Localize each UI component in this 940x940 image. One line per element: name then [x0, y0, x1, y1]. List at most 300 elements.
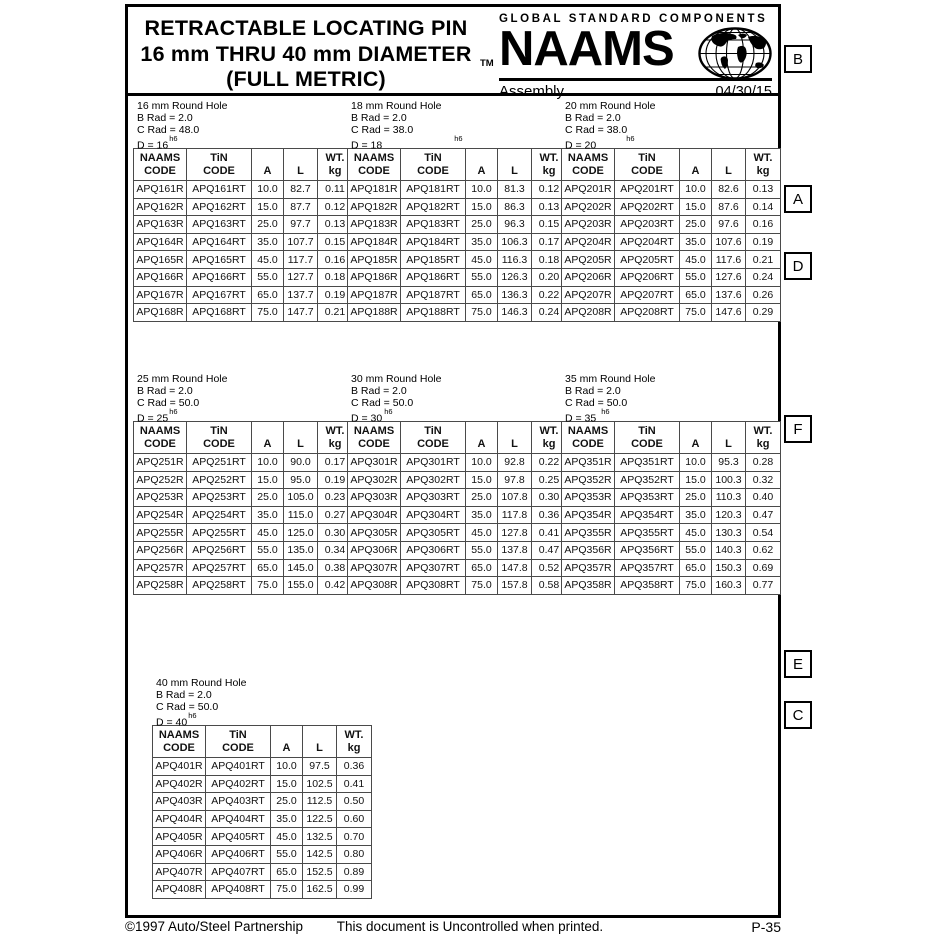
caption-c-rad: C Rad = 48.0 — [137, 124, 200, 136]
table-row — [153, 828, 372, 846]
cell: APQ252R — [134, 471, 187, 489]
cell: 75.0 — [680, 577, 712, 595]
column-header: L — [284, 422, 318, 454]
cell: APQ404RT — [206, 810, 271, 828]
table-row — [134, 216, 353, 234]
cell: 130.3 — [712, 524, 746, 542]
cell: 15.0 — [466, 198, 498, 216]
cell: 15.0 — [680, 198, 712, 216]
cell: APQ355RT — [615, 524, 680, 542]
cell: APQ407RT — [206, 863, 271, 881]
header-row — [134, 422, 353, 454]
column-header: NAAMS CODE — [134, 422, 187, 454]
cell: 65.0 — [252, 559, 284, 577]
cell: 0.52 — [532, 559, 567, 577]
table-row — [134, 304, 353, 322]
table-row — [153, 845, 372, 863]
caption-c-rad: C Rad = 50.0 — [137, 397, 200, 409]
table-row — [134, 541, 353, 559]
table-row — [153, 758, 372, 776]
caption-d-label: D = 18 — [351, 139, 383, 152]
table-row — [153, 863, 372, 881]
column-header: L — [498, 422, 532, 454]
header-row — [348, 422, 567, 454]
cell: APQ203R — [562, 216, 615, 234]
header-row — [348, 149, 567, 181]
table-row — [562, 559, 781, 577]
cell: 0.21 — [318, 304, 353, 322]
cell: APQ253RT — [187, 489, 252, 507]
cell: APQ258RT — [187, 577, 252, 595]
caption-c-rad: C Rad = 50.0 — [351, 397, 414, 409]
data-table — [152, 725, 372, 899]
cell: 65.0 — [466, 286, 498, 304]
column-header: WT. kg — [532, 149, 567, 181]
cell: 15.0 — [252, 471, 284, 489]
naams-logo — [499, 12, 772, 100]
cell: 75.0 — [271, 881, 303, 899]
caption-size: 20 mm Round Hole — [565, 100, 656, 112]
cell: 107.7 — [284, 233, 318, 251]
column-header: WT. kg — [337, 726, 372, 758]
cell: APQ186RT — [401, 268, 466, 286]
cell: 0.19 — [746, 233, 781, 251]
revision-date: 04/30/15 — [715, 84, 772, 100]
cell: APQ201RT — [615, 181, 680, 199]
cell: 0.13 — [532, 198, 567, 216]
cell: 15.0 — [466, 471, 498, 489]
cell: 127.6 — [712, 268, 746, 286]
cell: 105.0 — [284, 489, 318, 507]
cell: 155.0 — [284, 577, 318, 595]
cell: 0.69 — [746, 559, 781, 577]
data-table — [561, 148, 781, 322]
table-row — [348, 489, 567, 507]
cell: APQ352RT — [615, 471, 680, 489]
caption-b-rad: B Rad = 2.0 — [137, 112, 193, 124]
table-row — [348, 251, 567, 269]
cell: 65.0 — [252, 286, 284, 304]
cell: 110.3 — [712, 489, 746, 507]
data-table — [347, 148, 567, 322]
column-header: NAAMS CODE — [134, 149, 187, 181]
cell: 0.36 — [532, 506, 567, 524]
cell: 116.3 — [498, 251, 532, 269]
cell: 135.0 — [284, 541, 318, 559]
cell: APQ351RT — [615, 454, 680, 472]
caption-size: 40 mm Round Hole — [156, 677, 247, 689]
cell: APQ306R — [348, 541, 401, 559]
cell: APQ404R — [153, 810, 206, 828]
cell: APQ183RT — [401, 216, 466, 234]
cell: 87.6 — [712, 198, 746, 216]
cell: APQ305RT — [401, 524, 466, 542]
cell: 25.0 — [271, 793, 303, 811]
column-header: A — [680, 422, 712, 454]
pin-table-18mm — [347, 100, 567, 322]
cell: 0.58 — [532, 577, 567, 595]
table-row — [153, 881, 372, 899]
cell: 25.0 — [466, 216, 498, 234]
table-row — [348, 286, 567, 304]
cell: 55.0 — [680, 541, 712, 559]
cell: 0.13 — [318, 216, 353, 234]
margin-label-e: E — [784, 650, 812, 678]
cell: 147.6 — [712, 304, 746, 322]
cell: APQ405R — [153, 828, 206, 846]
title-line-2: 16 mm THRU 40 mm DIAMETER — [140, 41, 472, 66]
column-header: A — [252, 422, 284, 454]
caption-d-tolerance: h6 — [601, 407, 610, 416]
cell: APQ302R — [348, 471, 401, 489]
cell: 0.24 — [532, 304, 567, 322]
table-row — [134, 577, 353, 595]
caption-d-label: D = 40 — [156, 716, 188, 729]
cell: 10.0 — [466, 181, 498, 199]
cell: 45.0 — [252, 524, 284, 542]
cell: 106.3 — [498, 233, 532, 251]
footer-notice: This document is Uncontrolled when printed. — [336, 919, 604, 934]
caption-d-label: D = 35 — [565, 412, 597, 425]
cell: APQ187RT — [401, 286, 466, 304]
cell: 81.3 — [498, 181, 532, 199]
cell: 35.0 — [680, 233, 712, 251]
pin-table-40mm — [152, 677, 372, 899]
cell: APQ353R — [562, 489, 615, 507]
cell: APQ253R — [134, 489, 187, 507]
caption-c-rad: C Rad = 38.0 — [351, 124, 414, 136]
cell: APQ165R — [134, 251, 187, 269]
cell: 0.25 — [532, 471, 567, 489]
cell: 75.0 — [252, 577, 284, 595]
globe-icon — [698, 27, 772, 80]
margin-label-c: C — [784, 701, 812, 729]
cell: APQ301RT — [401, 454, 466, 472]
caption-c-rad: C Rad = 50.0 — [565, 397, 628, 409]
cell: APQ407R — [153, 863, 206, 881]
cell: APQ254RT — [187, 506, 252, 524]
cell: 0.11 — [318, 181, 353, 199]
cell: 86.3 — [498, 198, 532, 216]
cell: 120.3 — [712, 506, 746, 524]
cell: 117.8 — [498, 506, 532, 524]
cell: 55.0 — [252, 268, 284, 286]
cell: APQ408RT — [206, 881, 271, 899]
cell: 0.47 — [532, 541, 567, 559]
column-header: TiN CODE — [401, 149, 466, 181]
cell: APQ182R — [348, 198, 401, 216]
cell: 97.6 — [712, 216, 746, 234]
cell: APQ163RT — [187, 216, 252, 234]
brand-row — [499, 22, 772, 76]
cell: APQ168R — [134, 304, 187, 322]
table-row — [562, 577, 781, 595]
cell: APQ166R — [134, 268, 187, 286]
header-row — [562, 422, 781, 454]
table-row — [348, 506, 567, 524]
column-header: A — [466, 149, 498, 181]
caption-d-tolerance: h6 — [169, 134, 178, 143]
table-row — [562, 233, 781, 251]
cell: 0.47 — [746, 506, 781, 524]
cell: 25.0 — [680, 489, 712, 507]
cell: APQ184RT — [401, 233, 466, 251]
cell: 0.21 — [746, 251, 781, 269]
table-row — [153, 810, 372, 828]
table-row — [134, 286, 353, 304]
cell: APQ162RT — [187, 198, 252, 216]
cell: APQ408R — [153, 881, 206, 899]
title-line-1: RETRACTABLE LOCATING PIN — [144, 16, 468, 40]
cell: 0.12 — [532, 181, 567, 199]
cell: 65.0 — [680, 286, 712, 304]
column-header: WT. kg — [318, 422, 353, 454]
cell: APQ352R — [562, 471, 615, 489]
column-header: TiN CODE — [187, 149, 252, 181]
table-row — [134, 471, 353, 489]
cell: 0.22 — [532, 454, 567, 472]
cell: 35.0 — [466, 233, 498, 251]
caption-d-label: D = 20 — [565, 139, 597, 152]
margin-label-b: B — [784, 45, 812, 73]
cell: 0.36 — [337, 758, 372, 776]
cell: 147.8 — [498, 559, 532, 577]
column-header: WT. kg — [532, 422, 567, 454]
table-row — [134, 181, 353, 199]
cell: APQ208RT — [615, 304, 680, 322]
cell: APQ204R — [562, 233, 615, 251]
cell: 95.3 — [712, 454, 746, 472]
cell: APQ183R — [348, 216, 401, 234]
cell: APQ355R — [562, 524, 615, 542]
table-row — [562, 506, 781, 524]
cell: 75.0 — [680, 304, 712, 322]
cell: 136.3 — [498, 286, 532, 304]
table-row — [348, 216, 567, 234]
cell: 127.7 — [284, 268, 318, 286]
caption-b-rad: B Rad = 2.0 — [137, 385, 193, 397]
table-row — [134, 489, 353, 507]
table-row — [562, 304, 781, 322]
caption-size: 25 mm Round Hole — [137, 373, 228, 385]
caption-d-tolerance: h6 — [169, 407, 178, 416]
cell: APQ254R — [134, 506, 187, 524]
cell: 82.6 — [712, 181, 746, 199]
cell: 0.27 — [318, 506, 353, 524]
cell: 107.6 — [712, 233, 746, 251]
table-row — [348, 524, 567, 542]
cell: 0.40 — [746, 489, 781, 507]
table-row — [348, 198, 567, 216]
cell: 75.0 — [466, 577, 498, 595]
cell: 0.62 — [746, 541, 781, 559]
cell: APQ181R — [348, 181, 401, 199]
cell: 0.32 — [746, 471, 781, 489]
cell: 145.0 — [284, 559, 318, 577]
cell: APQ358RT — [615, 577, 680, 595]
cell: 0.38 — [318, 559, 353, 577]
header-row — [562, 149, 781, 181]
cell: APQ182RT — [401, 198, 466, 216]
cell: APQ401RT — [206, 758, 271, 776]
cell: 10.0 — [466, 454, 498, 472]
table-row — [134, 454, 353, 472]
table-row — [562, 251, 781, 269]
cell: 117.6 — [712, 251, 746, 269]
cell: 0.16 — [746, 216, 781, 234]
caption-size: 18 mm Round Hole — [351, 100, 442, 112]
table-row — [134, 233, 353, 251]
cell: APQ353RT — [615, 489, 680, 507]
cell: 142.5 — [303, 845, 337, 863]
cell: 107.8 — [498, 489, 532, 507]
cell: 126.3 — [498, 268, 532, 286]
cell: 55.0 — [466, 268, 498, 286]
cell: 45.0 — [252, 251, 284, 269]
cell: APQ168RT — [187, 304, 252, 322]
cell: 97.5 — [303, 758, 337, 776]
cell: APQ207R — [562, 286, 615, 304]
cell: 65.0 — [680, 559, 712, 577]
column-header: TiN CODE — [187, 422, 252, 454]
cell: APQ303R — [348, 489, 401, 507]
cell: 75.0 — [252, 304, 284, 322]
copyright: ©1997 Auto/Steel Partnership — [125, 919, 304, 934]
cell: 162.5 — [303, 881, 337, 899]
caption-d-tolerance: h6 — [454, 134, 463, 143]
cell: 112.5 — [303, 793, 337, 811]
cell: 25.0 — [252, 489, 284, 507]
cell: 65.0 — [466, 559, 498, 577]
caption-c-rad: C Rad = 38.0 — [565, 124, 628, 136]
cell: 0.30 — [318, 524, 353, 542]
cell: 95.0 — [284, 471, 318, 489]
column-header: TiN CODE — [615, 422, 680, 454]
cell: 97.7 — [284, 216, 318, 234]
cell: 97.8 — [498, 471, 532, 489]
cell: 55.0 — [466, 541, 498, 559]
table-row — [348, 304, 567, 322]
cell: APQ302RT — [401, 471, 466, 489]
table-row — [134, 506, 353, 524]
table-row — [348, 577, 567, 595]
data-table — [133, 421, 353, 595]
table-row — [562, 286, 781, 304]
cell: APQ354RT — [615, 506, 680, 524]
cell: APQ257RT — [187, 559, 252, 577]
table-row — [348, 541, 567, 559]
cell: APQ188R — [348, 304, 401, 322]
cell: 15.0 — [680, 471, 712, 489]
table-row — [562, 181, 781, 199]
brand-name: NAAMS — [499, 22, 674, 76]
cell: 0.89 — [337, 863, 372, 881]
column-header: NAAMS CODE — [348, 422, 401, 454]
column-header: A — [680, 149, 712, 181]
cell: APQ205RT — [615, 251, 680, 269]
table-row — [134, 198, 353, 216]
caption-b-rad: B Rad = 2.0 — [156, 689, 212, 701]
cell: APQ205R — [562, 251, 615, 269]
cell: 115.0 — [284, 506, 318, 524]
cell: 45.0 — [680, 251, 712, 269]
cell: 146.3 — [498, 304, 532, 322]
header-row — [134, 149, 353, 181]
cell: APQ162R — [134, 198, 187, 216]
cell: 0.99 — [337, 881, 372, 899]
cell: 45.0 — [271, 828, 303, 846]
caption-b-rad: B Rad = 2.0 — [351, 385, 407, 397]
cell: 55.0 — [252, 541, 284, 559]
table-caption — [561, 100, 781, 152]
data-table — [561, 421, 781, 595]
cell: 96.3 — [498, 216, 532, 234]
cell: APQ202RT — [615, 198, 680, 216]
cell: APQ184R — [348, 233, 401, 251]
cell: APQ206R — [562, 268, 615, 286]
cell: 137.6 — [712, 286, 746, 304]
title-block — [125, 4, 781, 100]
cell: APQ208R — [562, 304, 615, 322]
table-row — [348, 233, 567, 251]
cell: 10.0 — [271, 758, 303, 776]
table-row — [348, 181, 567, 199]
cell: 0.18 — [532, 251, 567, 269]
cell: 45.0 — [680, 524, 712, 542]
logo-subrow — [499, 84, 772, 100]
table-row — [348, 471, 567, 489]
column-header: NAAMS CODE — [562, 422, 615, 454]
cell: APQ161R — [134, 181, 187, 199]
cell: 0.12 — [318, 198, 353, 216]
page-title — [134, 16, 478, 93]
table-row — [134, 524, 353, 542]
column-header: L — [303, 726, 337, 758]
table-caption — [347, 373, 567, 425]
cell: APQ403RT — [206, 793, 271, 811]
table-row — [348, 268, 567, 286]
cell: APQ257R — [134, 559, 187, 577]
cell: APQ186R — [348, 268, 401, 286]
cell: APQ202R — [562, 198, 615, 216]
cell: 127.8 — [498, 524, 532, 542]
cell: 10.0 — [680, 454, 712, 472]
cell: 0.17 — [318, 454, 353, 472]
cell: APQ164RT — [187, 233, 252, 251]
cell: 35.0 — [680, 506, 712, 524]
column-header: WT. kg — [746, 149, 781, 181]
cell: 122.5 — [303, 810, 337, 828]
caption-size: 30 mm Round Hole — [351, 373, 442, 385]
cell: APQ307RT — [401, 559, 466, 577]
header-row — [153, 726, 372, 758]
cell: APQ405RT — [206, 828, 271, 846]
cell: APQ356R — [562, 541, 615, 559]
column-header: TiN CODE — [401, 422, 466, 454]
cell: 152.5 — [303, 863, 337, 881]
data-table — [133, 148, 353, 322]
cell: 137.7 — [284, 286, 318, 304]
caption-d-label: D = 16 — [137, 139, 169, 152]
caption-d-label: D = 30 — [351, 412, 383, 425]
cell: 75.0 — [466, 304, 498, 322]
table-row — [153, 793, 372, 811]
cell: 0.23 — [318, 489, 353, 507]
cell: 0.17 — [532, 233, 567, 251]
table-caption — [133, 373, 353, 425]
cell: 0.29 — [746, 304, 781, 322]
cell: APQ252RT — [187, 471, 252, 489]
